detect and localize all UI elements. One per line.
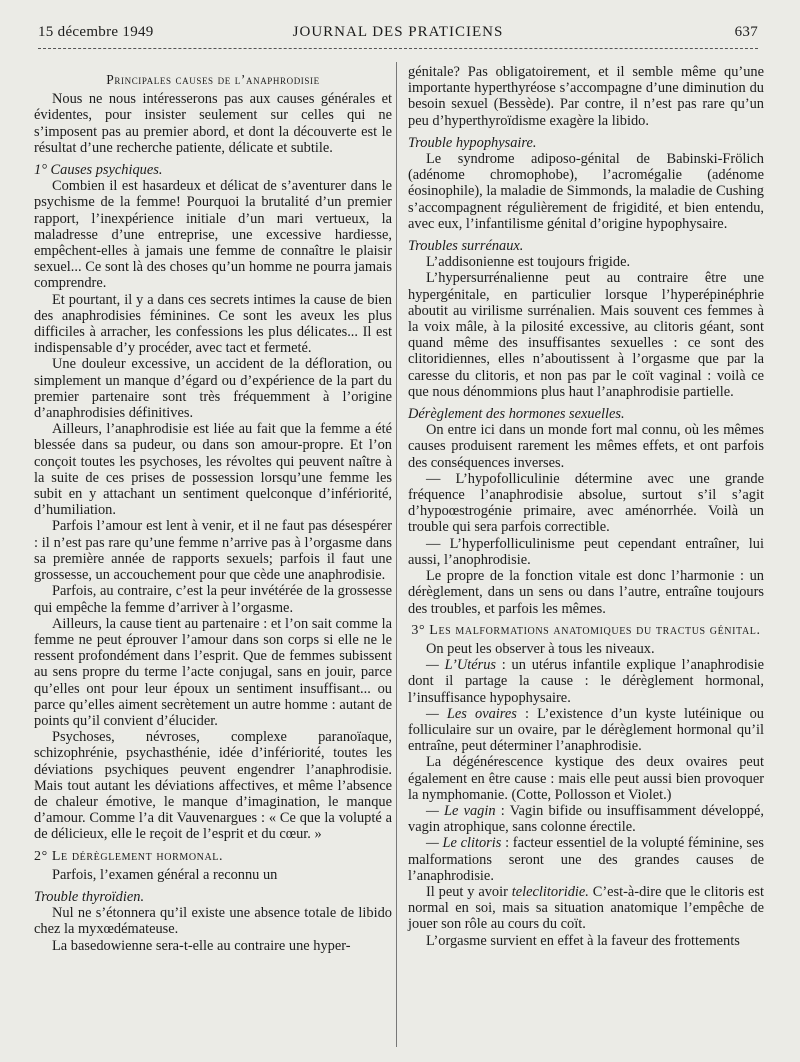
paragraph: La dégénérescence kystique des deux ovaires peut également en être cause : mais elle peut aussi bien provoquer la nymphomanie. (Cotte, Pollosson et Violet.) — [408, 754, 764, 803]
issue-date: 15 décembre 1949 — [38, 24, 154, 40]
paragraph: Parfois, au contraire, c’est la peur invétérée de la grossesse qui empêche la femme d’arriver à l’orgasme. — [34, 583, 392, 616]
subsection-heading: Dérèglement des hormones sexuelles. — [408, 406, 625, 423]
paragraph: Nul ne s’étonnera qu’il existe une absence totale de libido chez la myxœdémateuse. — [34, 905, 392, 938]
subsection-heading: Troubles surrénaux. — [408, 238, 524, 255]
paragraph: — L’hypofolliculinie détermine avec une grande fréquence l’anaphrodisie absolue, surtout s’il s’agit d’hypoœstrogénie primaire, avec aménorrhée. Voilà un trouble qui sera parfois correctible. — [408, 470, 764, 536]
paragraph — [408, 803, 764, 835]
paragraph: La basedowienne sera-t-elle au contraire une hyper- — [52, 937, 351, 954]
subsection-heading: 1° Causes psychiques. — [34, 162, 163, 179]
journal-title: JOURNAL DES PRATICIENS — [292, 24, 504, 40]
paragraph: Parfois, l’examen général a reconnu un — [52, 866, 278, 883]
paragraph: Psychoses, névroses, complexe paranoïaque, schizophrénie, psychasthénie, idée d’infériorité, toutes les déviations psychiques peuvent engendrer l’anaphrodisie. Mais tout autant les déviations affectives, et même l’absence de chaleur émotive, le manque d’imagination, le manque d’amour. Comme l’a dit Vauvenargues : « Ce que la volupté a de délicieux, elle le reçoit de l’esprit et du cœur. » — [34, 729, 392, 843]
left-column — [34, 64, 392, 954]
page-number: 637 — [734, 24, 758, 40]
term-label: — Le vagin — [426, 802, 496, 819]
paragraph — [408, 657, 764, 706]
subsection-heading: 2° Le dérèglement hormonal. — [34, 848, 224, 864]
term-text: : Vagin bifide ou insuffisamment développé, vagin atrophique, sans colonne érectile. — [408, 802, 765, 836]
paragraph: On peut les observer à tous les niveaux. — [426, 640, 655, 657]
column-divider — [396, 62, 397, 1047]
paragraph: Ailleurs, la cause tient au partenaire : et l’on sait comme la femme ne peut éprouver l’amour dans son corps si elle ne le ressent profondément dans l’esprit. Que de femmes subissent au sens propre du terme l’acte conjugal, sans en jouir, parce qu’elles ont pour leur époux un sentiment insuffisant... ou parce qu’elles aiment secrètement un autre homme : autant de points qu’il convient d’élucider. — [34, 615, 392, 729]
paragraph — [408, 884, 764, 933]
paragraph: Combien il est hasardeux et délicat de s’aventurer dans le psychisme de la femme! Pourquoi la brutalité d’un premier rapport, l’inexpérience initiale d’un mari vertueux, la maladresse d’une entreprise, une excessive hardiesse, empêchent-elles à jamais une femme de connaître le plaisir sexuel... Ce sont là des choses qu’un homme ne pourra jamais comprendre. — [34, 178, 392, 292]
paragraph: Une douleur excessive, un accident de la défloration, ou simplement un manque d’égard ou d’expérience de la part du premier partenaire sont très fréquemment à l’origine d’anaphrodisies définitives. — [34, 356, 392, 422]
term-label: — Les ovaires — [426, 705, 517, 722]
term-label: — L’Utérus — [426, 657, 496, 674]
paragraph: L’hypersurrénalienne peut au contraire être une hypergénitale, en particulier lorsque l’hyperépinéphrie aboutit au virilisme surrénalien. Mais souvent ces femmes à la voix mâle, à la pilosité excessive, au clitoris géant, sont quand même des insuffisantes sexuelles : ce sont des clitoridiennes, elles n’aboutissent à l’orgasme que par la caresse du clitoris, et non pas par le coït vaginal : voilà ce que nous dénommions plus haut l’anaphrodisie partielle. — [408, 270, 764, 400]
term-label: — Le clitoris — [426, 835, 502, 852]
subsection-heading: Trouble thyroïdien. — [34, 888, 145, 905]
header-rule — [38, 48, 758, 49]
term-text: : un utérus infantile explique l’anaphrodisie dont il partage la cause : le dérèglement hormonal, l’insuffisance hypophysaire. — [408, 657, 764, 706]
paragraph: Et pourtant, il y a dans ces secrets intimes la cause de bien des anaphrodisies féminines. Ce sont les aveux les plus difficiles à arracher, les confessions les plus délicates... Il est indispensable d’y procéder, avec tact et fermeté. — [34, 291, 392, 357]
paragraph: — L’hyperfolliculinisme peut cependant entraîner, lui aussi, l’anophrodisie. — [408, 535, 764, 568]
paragraph: Parfois l’amour est lent à venir, et il ne faut pas désespérer : il n’est pas rare qu’une femme n’arrive pas à l’orgasme dans sa première année de rapports sexuels; parfois il faut une grossesse, un accouchement pour que cède une anaphrodisie. — [34, 518, 392, 584]
right-column — [408, 64, 764, 949]
paragraph: Le syndrome adiposo-génital de Babinski-Frölich (adénome chromophobe), l’acromégalie (adénome éosinophile), la maladie de Simmonds, la maladie de Cushing s’accompagnent régulièrement de frigidité, et bien entendu, avec eux, l’infantilisme génital d’origine hypophysaire. — [408, 151, 764, 232]
page-header — [38, 22, 758, 46]
subsection-heading: Trouble hypophysaire. — [408, 134, 537, 151]
subsection-heading: 3° Les malformations anatomiques du tractus génital. — [411, 622, 761, 638]
term-label: teleclitoridie. — [511, 883, 589, 900]
paragraph: L’addisonienne est toujours frigide. — [426, 254, 631, 271]
term-text: : facteur essentiel de la volupté féminine, ses malformations seront une des grandes causes de l’anaphrodisie. — [408, 835, 764, 884]
paragraph: Ailleurs, l’anaphrodisie est liée au fait que la femme a été blessée dans sa pudeur, ou dans son amour-propre. Et l’on conçoit toutes les psychoses, les révoltes qui peuvent naître à la suite de ces prises de possession lorsqu’une femme les subit en y attachant un sentiment quelconque d’infériorité, d’humiliation. — [34, 421, 392, 519]
term-text: : L’existence d’un kyste lutéinique ou folliculaire sur un ovaire, par le dérèglement hormonal qu’il entraîne, peut déterminer l’anaphrodisie. — [408, 705, 765, 755]
term-text: C’est-à-dire que le clitoris est normal en soi, mais sa situation anatomique l’empêche de jouer son rôle au cours du coït. — [408, 883, 764, 933]
section-title: Principales causes de l’anaphrodisie — [106, 72, 320, 87]
paragraph: Nous ne nous intéresserons pas aux causes générales et évidentes, pour insister seulement sur celles qui ne s’imposent pas au premier abord, et dont la découverte est le résultat d’une recherche patiente, délicate et subtile. — [34, 91, 392, 156]
paragraph — [408, 835, 764, 884]
paragraph — [408, 706, 764, 755]
paragraph: Le propre de la fonction vitale est donc l’harmonie : un dérèglement, dans un sens ou dans l’autre, entraîne toujours des troubles, et parfois les mêmes. — [408, 568, 764, 617]
term-text: Il peut y avoir — [426, 883, 512, 900]
paragraph: génitale? Pas obligatoirement, et il semble même qu’une importante hyperthyréose s’accompagne d’une diminution du besoin sexuel (Bessède). Par contre, il n’est pas rare qu’un peu d’hyperthyroïdisme exagère la libido. — [408, 64, 764, 129]
paragraph: On entre ici dans un monde fort mal connu, où les mêmes causes produisent rarement les mêmes effets, et ont parfois des conséquences inverses. — [408, 422, 764, 471]
paragraph: L’orgasme survient en effet à la faveur des frottements — [426, 932, 740, 949]
